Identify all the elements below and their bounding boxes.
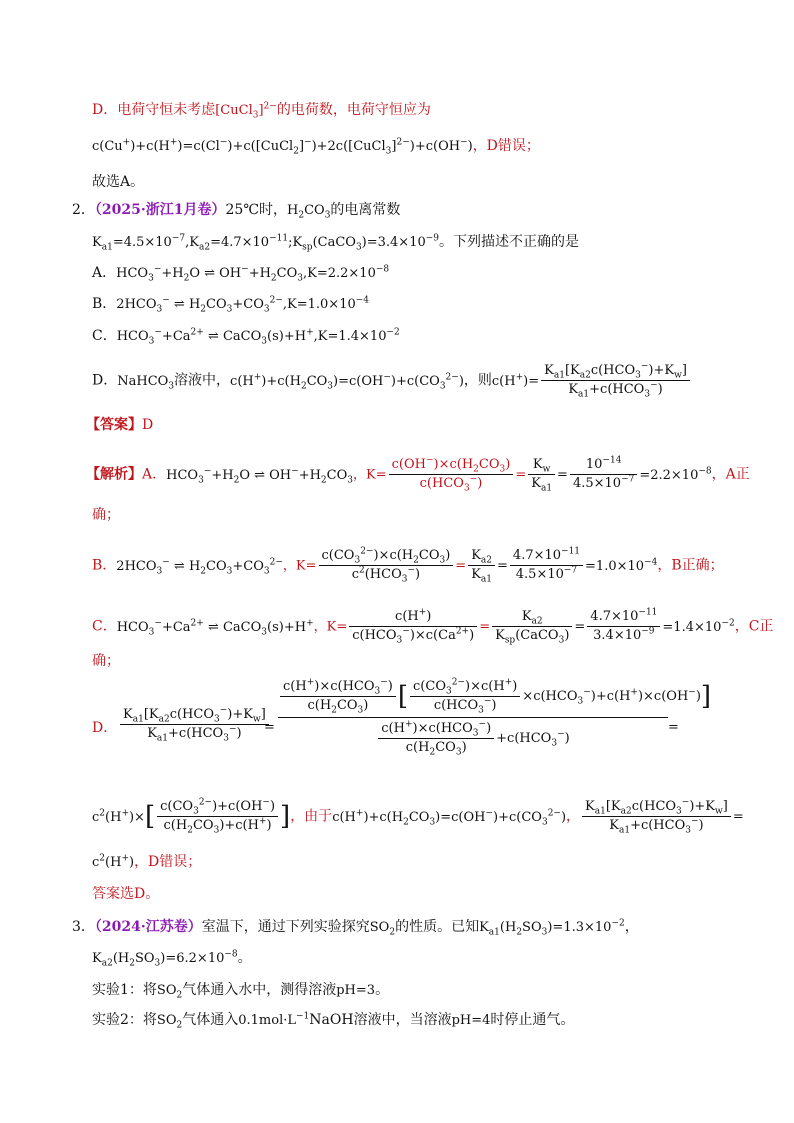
formula: $c^2(H^+)\times$ <box>92 808 145 825</box>
formula: $2HCO_3^-$ ⇌ $H_2CO_3+CO_3^{2-},K=1.0\times 10^{-4}$ <box>116 295 370 315</box>
formula: c(Cu+)+c(H+)=c(Cl−)+c([CuCl$_2$]−)+2c([CuCl$_3$]$^{2-}$)+c(OH−) <box>92 137 473 157</box>
q2-stem-line-1 <box>72 200 400 221</box>
fraction: $\frac{K_w}{K_{a1}}$ <box>528 456 555 493</box>
q2-answer-value: D <box>142 417 154 433</box>
formula: [CuCl$_3$]$^{2-}$ <box>215 101 277 121</box>
q3-experiment-2 <box>92 1010 574 1031</box>
q2-a-correct-2: 确； <box>92 507 120 523</box>
formula: $HCO_3^-+Ca^{2+}$ ⇌ CaCO$_3$(s)+H+ <box>116 618 314 638</box>
q2-option-a <box>92 263 389 284</box>
prev-d-text-1: D．电荷守恒未考虑 <box>92 102 216 118</box>
formula: $HCO_3^-+H_2O$ ⇌ $OH^-+H_2CO_3$ <box>166 466 353 486</box>
q2-b-prefix: B． <box>92 557 117 574</box>
q2-analysis-a: 【解析】A．$HCO_3^-+H_2O$ ⇌ $OH^-+H_2CO_3$，K= $\frac{c(OH^-)\times c(H_2CO_3)}{c(HCO_3^-)}$ = $\frac{K_w}{K_{a1}}$ = $\frac{10^{-14}}{4.5\times 10^{-7}}$ $=2.2\times 10^{-8}$，A正 <box>86 455 750 494</box>
formula: $c(H^+)+c(H_2CO_3)=c(OH^-)+c(CO_3^{2-})$ <box>332 808 567 828</box>
formula: NaHCO$_3$ <box>117 373 175 392</box>
q2-stem-3: 。下列描述不正确的是 <box>439 234 580 250</box>
q2-d-because: ，由于 <box>290 808 333 825</box>
q3-number: 3． <box>72 919 95 935</box>
q3-exp2-3: NaOH溶液中，当溶液 <box>309 1012 452 1028</box>
q2-option-d-then: ，则 <box>463 372 492 389</box>
q3-stem-line-1: 3．（2024·江苏卷）室温下，通过下列实验探究$SO_2$的性质。已知$K_{a1}(H_2SO_3)=1.3\times 10^{-2}$， <box>72 918 639 938</box>
q2-analysis-c: C．$HCO_3^-+Ca^{2+}$ ⇌ CaCO$_3$(s)+H+，K= $\frac{c(H^+)}{c(HCO_3^-)\times c(Ca^{2+})}$ = $\frac{K_{a2}}{K_{sp}(CaCO_3)}$ = $\frac{4.7\times 10^{-11}}{3.4\times 10^{-9}}$ $=1.4\times 10^{-2}$，C正 <box>92 607 774 646</box>
q2-stem-line-2 <box>92 232 579 253</box>
q3-stem-3: 。 <box>237 950 252 966</box>
q2-answer-line <box>86 415 153 435</box>
formula: $SO_2$ <box>156 1013 183 1031</box>
q2-option-c-label: C． <box>92 328 117 344</box>
formula: $HCO_3^-+H_2O$ ⇌ $OH^-+H_2CO_3,K=2.2\times 10^{-8}$ <box>116 264 390 284</box>
formula: c(H+)= <box>491 372 540 389</box>
formula: $0.1mol\cdot L^{-1}$ <box>238 1011 310 1028</box>
formula: pH=3 <box>336 983 376 998</box>
q2-number: 2． <box>72 202 95 218</box>
fraction: $\frac{4.7\times 10^{-11}}{4.5\times 10^{-7}}$ <box>510 547 583 584</box>
q2-c-correct-2: 确； <box>92 653 120 669</box>
prev-d-text-2: 的电荷数，电荷守恒应为 <box>276 102 431 118</box>
fraction: $\frac{K_{a2}}{K_{sp}(CaCO_3)}$ <box>492 608 572 645</box>
fraction: $\frac{K_{a1}[K_{a2}c(HCO_3^-)+K_w]}{K_{a1}+c(HCO_3^-)}$ <box>541 362 690 399</box>
q2-option-d-label: D． <box>92 372 118 389</box>
prev-charge-balance-line <box>92 136 540 157</box>
q2-source: （2025·浙江1月卷） <box>94 202 226 218</box>
q2-option-d <box>92 362 692 399</box>
fraction: $\frac{c(CO_3^{2-})\times c(H_2CO_3)}{c^2(HCO_3^-)}$ <box>319 547 454 584</box>
formula: $SO_2$ <box>156 983 183 1001</box>
fraction: $\frac{K_{a2}}{K_{a1}}$ <box>468 547 495 584</box>
formula: $c^2(H^+)$ <box>92 853 135 870</box>
q3-exp2-4: 时停止通气。 <box>490 1012 575 1028</box>
q3-stem-1: 室温下，通过下列实验探究 <box>201 919 370 935</box>
prev-choose: 故选A。 <box>92 174 145 190</box>
q3-experiment-1 <box>92 980 389 1001</box>
fraction: $\frac{4.7\times 10^{-11}}{3.4\times 10^{-9}}$ <box>587 608 660 645</box>
q3-exp2-1: 实验2：将 <box>92 1012 157 1028</box>
q2-analysis-d-line-2: $c^2(H^+)\times$[ $\frac{c(CO_3^{2-})+c(OH^-)}{c(H_2CO_3)+c(H^+)}$ ]，由于$c(H^+)+c(H_2CO_3)=c(OH^-)+c(CO_3^{2-})$， $\frac{K_{a1}[K_{a2}c(HCO_3^-)+K_w]}{K_{a1}+c(HCO_3^-)}$ = <box>92 797 744 836</box>
fraction: $K_{a1}[K_{a2}c(HCO_3^-)+K_w]$ $K_{a1}+c(HCO_3^-)$ <box>120 706 269 743</box>
q2-b-correct: ，B正确； <box>657 557 724 574</box>
prev-option-d-line <box>92 100 431 121</box>
q2-analysis-d-line-3 <box>92 852 201 873</box>
q2-d-prefix: D． <box>92 720 118 736</box>
q3-source: （2024·江苏卷） <box>94 919 202 935</box>
q2-stem-2: 的电离常数 <box>330 202 401 218</box>
q2-d-wrong: ，D错误； <box>134 854 202 870</box>
q3-stem-2: 的性质。已知 <box>395 919 480 935</box>
q2-analysis-a-prefix: A． <box>142 466 167 483</box>
fraction: $\frac{10^{-14}}{4.5\times 10^{-7}}$ <box>570 456 637 493</box>
formula: $K_{a1}=4.5\times 10^{-7},K_{a2}=4.7\times 10^{-11};K_{sp}(CaCO_3)=3.4\times 10^{-9}$ <box>92 233 440 253</box>
q2-option-d-text: 溶液中， <box>174 372 231 389</box>
formula: $H_2CO_3$ <box>287 203 331 221</box>
q2-analysis-label: 【解析】 <box>86 466 142 483</box>
formula: $K_{a1}(H_2SO_3)=1.3\times 10^{-2}$ <box>479 918 625 938</box>
q2-option-a-label: A． <box>92 265 117 281</box>
q2-stem-1: 25℃时， <box>225 202 287 218</box>
q2-c-prefix: C． <box>92 618 117 635</box>
q2-option-c <box>92 326 400 347</box>
formula: $2HCO_3^-$ ⇌ $H_2CO_3+CO_3^{2-}$ <box>116 557 283 577</box>
q2-analysis-b: B．$2HCO_3^-$ ⇌ $H_2CO_3+CO_3^{2-}$，K= $\frac{c(CO_3^{2-})\times c(H_2CO_3)}{c^2(HCO_3^-)}$ = $\frac{K_{a2}}{K_{a1}}$ = $\frac{4.7\times 10^{-11}}{4.5\times 10^{-7}}$ $=1.0\times 10^{-4}$，B正确； <box>92 546 724 585</box>
q2-final: 答案选D。 <box>92 886 160 902</box>
q2-option-b <box>92 294 369 315</box>
fraction: $\frac{K_{a1}[K_{a2}c(HCO_3^-)+K_w]}{K_{a1}+c(HCO_3^-)}$ <box>582 798 731 835</box>
prev-d-conclude: ，D错误； <box>472 138 540 154</box>
formula: $K_{a2}(H_2SO_3)=6.2\times 10^{-8}$ <box>92 949 238 969</box>
q2-c-correct-1: ，C正 <box>734 618 774 635</box>
fraction: $\frac{c(CO_3^{2-})+c(OH^-)}{c(H_2CO_3)+c(H^+)}$ <box>157 798 278 835</box>
formula: $HCO_3^-+Ca^{2+}$ ⇌ $CaCO_3(s)+H^+,K=1.4\times 10^{-2}$ <box>116 327 400 347</box>
q2-a-correct-1: ，A正 <box>711 466 750 483</box>
big-fraction: $\frac{c(H^+)\times c(HCO_3^-)}{c(H_2CO_3)}$ [ $\frac{c(CO_3^{2-})\times c(H^+)}{c(HCO_3^-)}$ $\times c(HCO_3^-)+c(H^+)\times c(OH^-)$] $\frac{c(H^+)\times c(HCO_3^-)}{c(H_2CO_3)}$ $+c(HCO_3^-)$ <box>278 678 668 757</box>
q2-option-b-label: B． <box>92 296 117 312</box>
q3-exp1-3: 。 <box>375 982 390 998</box>
fraction: $\frac{c(OH^-)\times c(H_2CO_3)}{c(HCO_3^-)}$ <box>389 456 514 493</box>
q2-answer-label: 【答案】 <box>86 417 142 433</box>
q3-exp2-2: 气体通入 <box>182 1012 239 1028</box>
q3-stem-line-2 <box>92 948 252 969</box>
q3-exp1-1: 实验1：将 <box>92 982 157 998</box>
q3-exp1-2: 气体通入水中，测得溶液 <box>182 982 337 998</box>
formula: pH=4 <box>451 1013 491 1028</box>
fraction: $\frac{c(H^+)}{c(HCO_3^-)\times c(Ca^{2+})}$ <box>349 608 477 645</box>
formula: $c(H^+)+c(H_2CO_3)=c(OH^-)+c(CO_3^{2-})$ <box>230 372 464 392</box>
formula: $SO_2$ <box>369 920 396 938</box>
